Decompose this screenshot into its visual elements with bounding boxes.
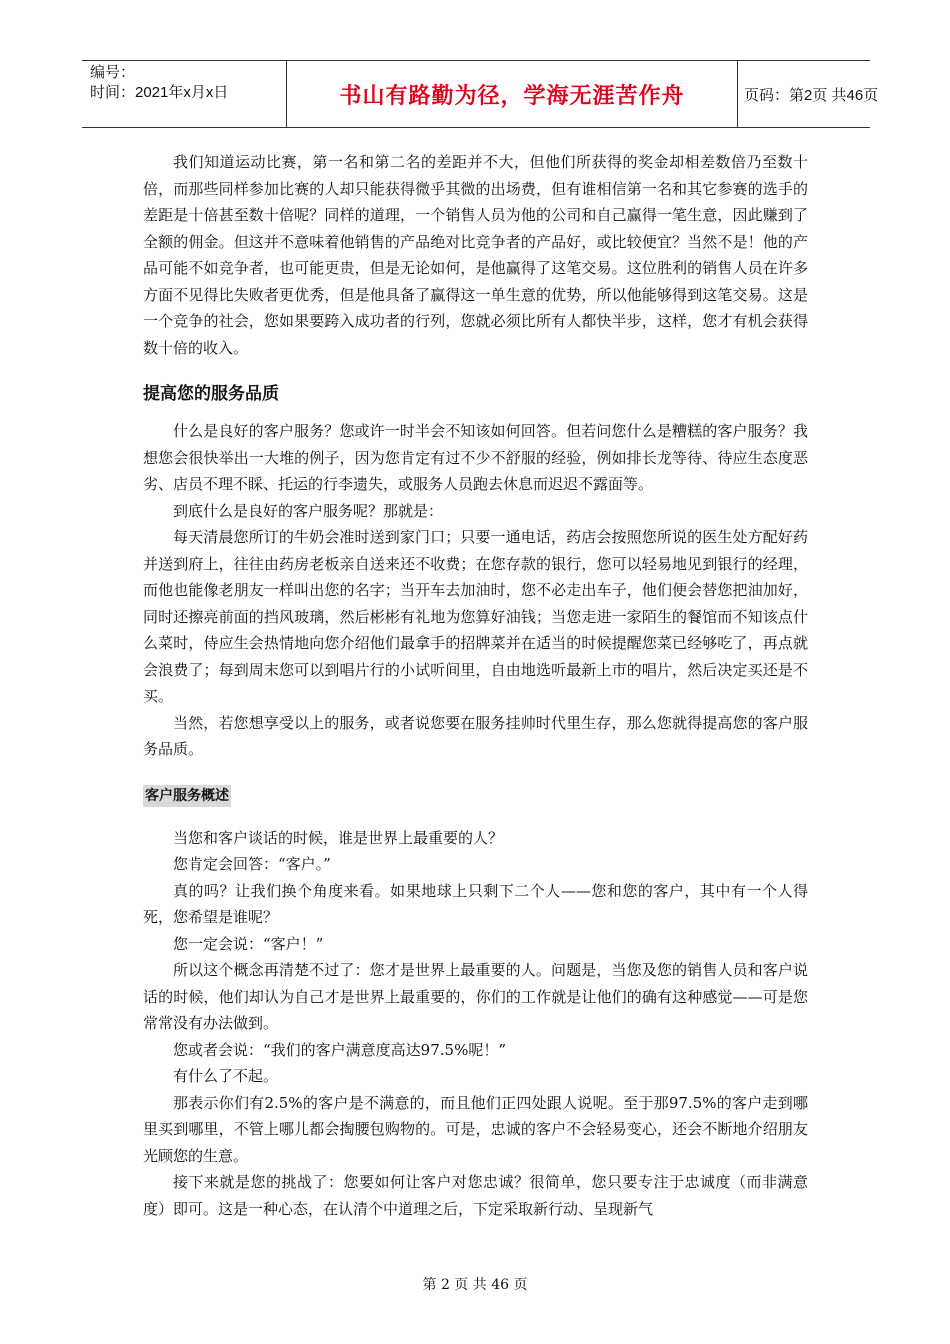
paragraph: 什么是良好的客户服务？您或许一时半会不知该如何回答。但若问您什么是糟糕的客户服务？我想您会很快举出一大堆的例子，因为您肯定有过不少不舒服的经验，例如排长龙等待、待应生态度恶劣、店员不理不睬、托运的行李遗失，或服务人员跑去休息而迟迟不露面等。	[143, 422, 808, 493]
document-body	[143, 149, 808, 1222]
subsection-heading-wrap	[143, 785, 808, 807]
paragraph: 那表示你们有2.5%的客户是不满意的，而且他们正四处跟人说呢。至于那97.5%的客户走到哪里买到哪里，不管上哪儿都会掏腰包购物的。可是，忠诚的客户不会轻易变心，还会不断地介绍朋友光顾您的生意。	[143, 1093, 808, 1165]
page-footer: 第 2 页 共 46 页	[422, 1277, 528, 1293]
section-heading: 提高您的服务品质	[143, 384, 279, 404]
paragraph: 每天清晨您所订的牛奶会准时送到家门口；只要一通电话，药店会按照您所说的医生处方配好药并送到府上，往往由药房老板亲自送来还不收费；在您存款的银行，您可以轻易地见到银行的经理，而他也能像老朋友一样叫出您的名字；当开车去加油时，您不必走出车子，他们便会替您把油加好，同时还擦亮前面的挡风玻璃，然后彬彬有礼地为您算好油钱；当您走进一家陌生的餐馆而不知该点什么菜时，侍应生会热情地向您介绍他们最拿手的招牌菜并在适当的时候提醒您菜已经够吃了，再点就会浪费了；每到周末您可以到唱片行的小试听间里，自由地选听最新上市的唱片，然后决定买还是不买。	[143, 528, 808, 705]
paragraph: 您一定会说：“客户！”	[173, 934, 324, 953]
doc-time-label: 时间：2021年x月x日	[90, 84, 229, 101]
paragraph: 接下来就是您的挑战了：您要如何让客户对您忠诚？很简单，您只要专注于忠诚度（而非满意度）即可。这是一种心态，在认清个中道理之后，下定采取新行动、呈现新气	[143, 1173, 808, 1218]
paragraph: 有什么了不起。	[173, 1067, 279, 1085]
paragraph: 到底什么是良好的客户服务呢？那就是：	[173, 501, 444, 520]
page-header	[82, 60, 879, 128]
paragraph: 当然，若您想享受以上的服务，或者说您要在服务挂帅时代里生存，那么您就得提高您的客户服务品质。	[143, 713, 808, 758]
subsection-heading: 客户服务概述	[143, 785, 231, 807]
paragraph: 您或者会说：“我们的客户满意度高达97.5%呢！”	[173, 1040, 506, 1059]
header-info-cell	[82, 61, 287, 127]
paragraph: 我们知道运动比赛，第一名和第二名的差距并不大，但他们所获得的奖金却相差数倍乃至数十倍，而那些同样参加比赛的人却只能获得微乎其微的出场费，但有谁相信第一名和其它参赛的选手的差距是十倍甚至数十倍呢？同样的道理，一个销售人员为他的公司和自己赢得一笔生意，因此赚到了全额的佣金。但这并不意味着他销售的产品绝对比竞争者的产品好，或比较便宜？当然不是！他的产品可能不如竞争者，也可能更贵，但是无论如何，是他赢得了这笔交易。这位胜利的销售人员在许多方面不见得比失败者更优秀，但是他具备了赢得这一单生意的优势，所以他能够得到这笔交易。这是一个竞争的社会，您如果要跨入成功者的行列，您就必须比所有人都快半步，这样，您才有机会获得数十倍的收入。	[143, 153, 808, 357]
header-page-code: 页码：第2页 共46页	[744, 86, 879, 104]
paragraph: 所以这个概念再清楚不过了：您才是世界上最重要的人。问题是，当您及您的销售人员和客户说话的时候，他们却认为自己才是世界上最重要的，你们的工作就是让他们的确有这种感觉——可是您常常没有办法做到。	[143, 961, 808, 1032]
header-motto: 书山有路勤为径，学海无涯苦作舟	[287, 61, 738, 127]
doc-number-label: 编号：	[90, 64, 136, 81]
paragraph: 当您和客户谈话的时候，谁是世界上最重要的人？	[173, 828, 504, 847]
paragraph: 您肯定会回答：“客户。”	[173, 855, 331, 873]
paragraph: 真的吗？让我们换个角度来看。如果地球上只剩下二个人——您和您的客户，其中有一个人得死，您希望是谁呢？	[143, 881, 808, 926]
